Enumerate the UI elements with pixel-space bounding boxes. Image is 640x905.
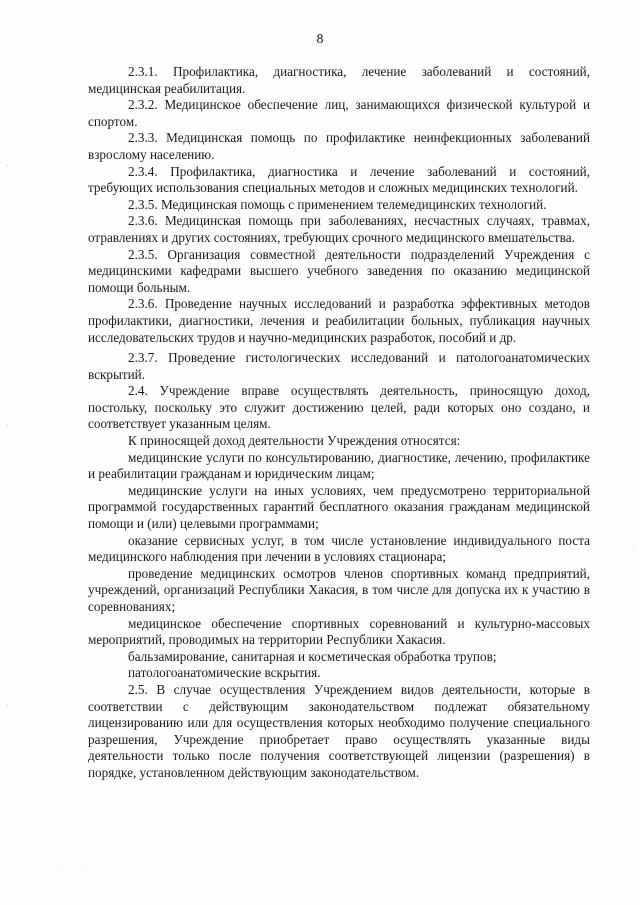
list-item-other-conditions: медицинские услуги на иных условиях, чем предусмотрено территориальной программой государственных гарантий бесплатного оказания гражданам медицинской помощи и (или) целевыми программами;: [88, 482, 590, 532]
paragraph-2-3-1: 2.3.1. Профилактика, диагностика, лечение заболеваний и состояний, медицинская реабилитация.: [88, 64, 590, 96]
paragraph-2-3-5: 2.3.5. Медицинская помощь с применением телемедицинских технологий.: [128, 196, 547, 212]
list-item-service-provision: оказание сервисных услуг, в том числе установление индивидуального поста медицинского наблюдения при лечении в условиях стационара;: [88, 532, 590, 565]
paragraph-2-3-3: 2.3.3. Медицинская помощь по профилактике неинфекционных заболеваний взрослому населению.: [88, 130, 590, 162]
paragraph-2-3-7: 2.3.7. Проведение гистологических исследований и патологоанатомических вскрытий.: [88, 350, 590, 382]
paragraph-income-intro: К приносящей доход деятельности Учреждения относятся:: [128, 433, 461, 449]
document-body: [88, 64, 590, 782]
scan-edge-mark: ·: [6, 420, 9, 430]
list-item-medical-examinations: проведение медицинских осмотров членов спортивных команд предприятий, учреждений, организаций Республики Хакасия, в том числе для допуска их к участию в соревнованиях;: [88, 565, 590, 614]
paragraph-2-3-4: 2.3.4. Профилактика, диагностика и лечение заболеваний и состояний, требующих использования специальных методов и сложных медицинских технологий.: [88, 163, 590, 196]
list-item-sports-events: медицинское обеспечение спортивных соревнований и культурно-массовых мероприятий, проводимых на территории Республики Хакасия.: [88, 615, 590, 648]
page-number: 8: [316, 32, 324, 47]
paragraph-2-3-6: 2.3.6. Медицинская помощь при заболеваниях, несчастных случаях, травмах, отравлениях и других состояниях, требующих срочного медицинского вмешательства.: [88, 213, 590, 245]
list-item-embalming: бальзамирование, санитарная и косметическая обработка трупов;: [128, 648, 497, 664]
paragraph-2-3-5-second: 2.3.5. Организация совместной деятельности подразделений Учреждения с медицинскими кафедрами высшего учебного заведения по оказанию медицинской помощи больным.: [88, 246, 590, 295]
paragraph-2-4: 2.4. Учреждение вправе осуществлять деятельность, приносящую доход, постольку, поскольку это служит достижению целей, ради которых оно создано, и соответствует указанным целям.: [88, 383, 590, 432]
paragraph-2-5: 2.5. В случае осуществления Учреждением видов деятельности, которые в соответствии с действующим законодательством подлежат обязательному лицензированию или для осуществления которых необходимо получение специального разрешения, Учреждение приобретает право осуществлять указанные виды деятельности только после получения соответствующей лицензии (разрешения) в порядке, установленном действующим законодательством.: [88, 681, 590, 780]
paragraph-2-3-6-second: 2.3.6. Проведение научных исследований и разработка эффективных методов профилактики, диагностики, лечения и реабилитации больных, публикация научных исследовательских трудов и научно-медицинских разработок, пособий и др.: [88, 296, 590, 345]
scan-edge-mark: ·: [6, 700, 9, 710]
list-item-medical-services: медицинские услуги по консультированию, диагностике, лечению, профилактике и реабилитации гражданам и юридическим лицам;: [88, 449, 590, 482]
scan-edge-mark: ·: [6, 160, 9, 170]
scan-artifact: · · ·: [60, 862, 88, 871]
paragraph-2-3-2: 2.3.2. Медицинское обеспечение лиц, занимающихся физической культурой и спортом.: [88, 97, 590, 129]
scan-edge-mark: ·: [633, 540, 636, 550]
list-item-autopsies: патологоанатомические вскрытия.: [128, 665, 321, 681]
